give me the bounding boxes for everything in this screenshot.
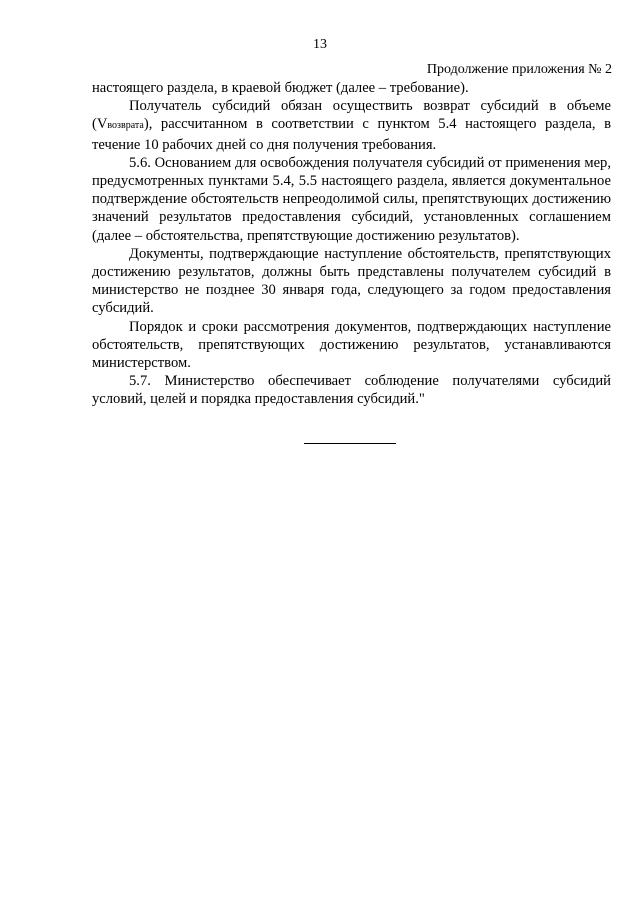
page-number: 13 [313,37,327,52]
appendix-continuation-note: Продолжение приложения № 2 [426,62,612,77]
refund-text-end: ), рассчитанном в соответствии с пунктом 5.4 настоящего раздела, в течение 10 рабочих дней со дня получения требования. [92,116,611,153]
paragraph-documents: Документы, подтверждающие наступление обстоятельств, препятствующих достижению результатов, должны быть представлены получателем субсидий в министерство не позднее 30 января года, следующего за годом предоставления субсидий. [92,245,611,317]
refund-text-start: Получатель субсидий обязан осуществить возврат субсидий в объеме (V [92,98,611,133]
paragraph-refund-obligation [92,97,611,154]
paragraph-5-7: 5.7. Министерство обеспечивает соблюдение получателями субсидий условий, целей и порядка предоставления субсидий." [92,373,611,408]
refund-volume-subscript: возврата [107,120,144,132]
paragraph-5-6: 5.6. Основанием для освобождения получателя субсидий от применения мер, предусмотренных пунктами 5.4, 5.5 настоящего раздела, является документальное подтверждение обстоятельств непреодолимой силы, препятствующих достижению значений результатов предоставления субсидий, установленных соглашением (далее – обстоятельства, препятствующие достижению результатов). [92,154,611,244]
closing-divider-line [304,443,396,444]
document-body [92,79,611,409]
paragraph-continuation: настоящего раздела, в краевой бюджет (далее – требование). [92,80,469,96]
paragraph-review-procedure: Порядок и сроки рассмотрения документов, подтверждающих наступление обстоятельств, препятствующих достижению результатов, устанавливаются министерством. [92,318,611,372]
